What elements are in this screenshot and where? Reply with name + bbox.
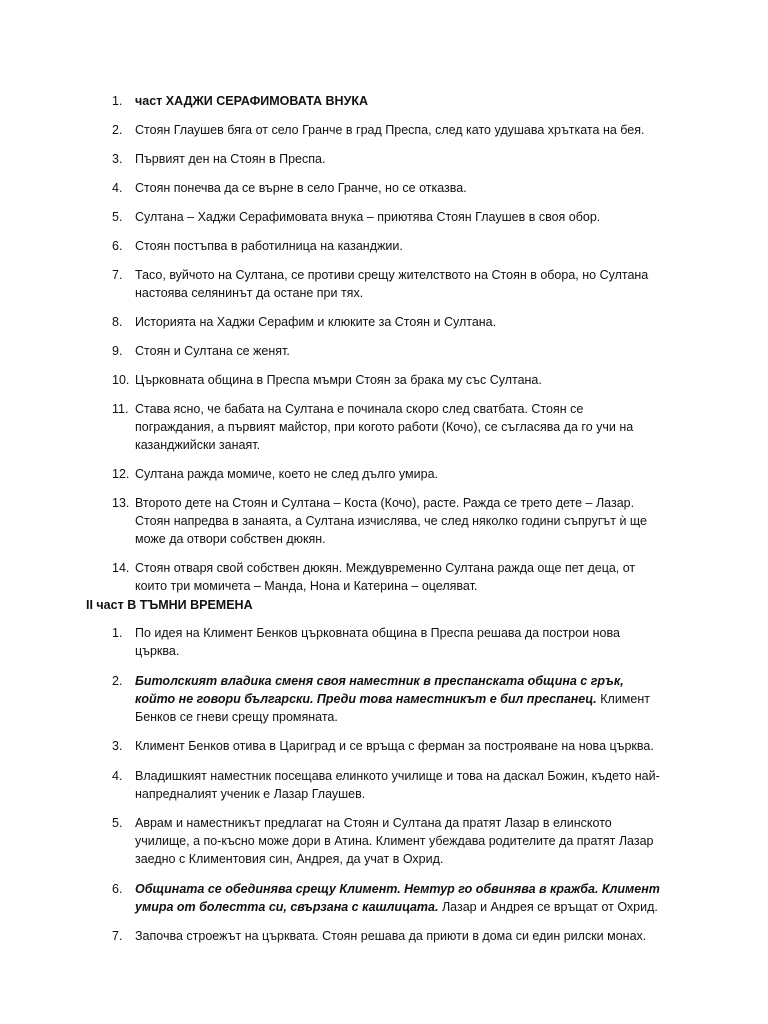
item-number: 5. (112, 210, 123, 224)
item-text: Историята на Хаджи Серафим и клюките за Стоян и Султана. (135, 315, 497, 329)
list-item (0, 400, 665, 454)
part-two-prefix: II част (86, 598, 128, 612)
item-number: 1. (112, 626, 123, 640)
item-number: 11. (112, 402, 129, 416)
item-text: Стоян постъпва в работилница на казанджии. (135, 239, 403, 253)
list-item (0, 121, 665, 139)
item-text: Стоян и Султана се женят. (135, 344, 290, 358)
item-number: 2. (112, 673, 123, 688)
list-item (0, 342, 665, 360)
item-number: 5. (112, 816, 123, 830)
item-number: 4. (112, 181, 123, 195)
list-item (0, 737, 665, 755)
list-item (0, 92, 665, 110)
item-text: Второто дете на Стоян и Султана – Коста (Кочо), расте. Ражда се трето дете – Лазар. Стоян напредва в занаята, а Султана изчислява, че след няколко години съпругът ѝ ще може да отвори собствен дюкян. (135, 496, 647, 546)
list-item (0, 179, 665, 197)
item-number: 6. (112, 881, 123, 896)
item-number: 7. (112, 929, 123, 943)
item-text: Климент Бенков отива в Цариград и се връща с ферман за построяване на нова църква. (135, 739, 654, 753)
list-item (0, 371, 665, 389)
item-text: Владишкият наместник посещава елинкото училище и това на даскал Божин, където най-напредналият ученик е Лазар Глаушев. (135, 768, 660, 801)
item-text: Лазар и Андрея се връщат от Охрид. (438, 899, 658, 914)
list-item (0, 624, 665, 660)
list-item (0, 880, 665, 916)
item-number: 2. (112, 123, 123, 137)
part-two-title: В ТЪМНИ ВРЕМЕНА (127, 598, 253, 612)
item-text: Църковната община в Преспа мъмри Стоян за брака му със Султана. (135, 373, 542, 387)
item-text: Климент Бенков се гневи срещу промяната. (135, 691, 650, 724)
item-text: По идея на Климент Бенков църковната община в Преспа решава да построи нова църква. (135, 626, 620, 658)
item-number: 14. (112, 561, 130, 575)
item-text: Султана ражда момиче, което не след дълго умира. (135, 467, 438, 481)
item-number: 1. (112, 94, 123, 108)
item-number: 9. (112, 344, 123, 358)
item-text: Стоян понечва да се върне в село Гранче, но се отказва. (135, 181, 467, 195)
list-item (0, 237, 665, 255)
item-text: Започва строежът на църквата. Стоян решава да приюти в дома си един рилски монах. (135, 929, 647, 943)
list-item (0, 150, 665, 168)
part-two-list (0, 624, 768, 957)
list-item (0, 767, 665, 803)
item-number: 3. (112, 152, 123, 166)
part-one-list (0, 92, 768, 606)
item-text: Тасо, вуйчото на Султана, се противи срещу жителството на Стоян в обора, но Султана настоява селянинът да остане при тях. (135, 268, 649, 300)
list-item (0, 266, 665, 302)
item-emphasis: Общината се обединява срещу Климент. Немтур го обвинява в кражба. Климент умира от болестта си, свързана с кашлицата. (135, 881, 660, 914)
list-item (0, 672, 665, 726)
part-one-prefix: част (135, 94, 166, 108)
item-number: 12. (112, 467, 130, 481)
item-number: 3. (112, 739, 123, 753)
item-number: 13. (112, 496, 130, 510)
item-number: 10. (112, 373, 130, 387)
item-number: 6. (112, 239, 123, 253)
part-two-heading (86, 596, 253, 614)
list-item (0, 208, 665, 226)
item-text: Стоян отваря свой собствен дюкян. Междувременно Султана ражда още пет деца, от които три момичета – Манда, Нона и Катерина – оцеляват. (135, 561, 636, 593)
list-item (0, 465, 665, 483)
list-item (0, 559, 665, 595)
item-text: Стоян Глаушев бяга от село Гранче в град Преспа, след като удушава хрътката на бея. (135, 123, 645, 137)
item-number: 8. (112, 315, 123, 329)
list-item (0, 313, 665, 331)
item-emphasis: Битолският владика сменя своя наместник в преспанската община с грък, който не говори български. Преди това наместникът е бил преспанец. (135, 673, 624, 706)
item-number: 7. (112, 268, 123, 282)
list-item (0, 494, 665, 548)
item-text: Аврам и наместникът предлагат на Стоян и Султана да пратят Лазар в елинското училище, а по-късно може дори в Атина. Климент убеждава родителите да пратят Лазар заедно с Климентовия син, Андрея, да учат в Охрид. (135, 816, 654, 866)
item-text: Първият ден на Стоян в Преспа. (135, 152, 326, 166)
list-item (0, 814, 665, 868)
item-text: Султана – Хаджи Серафимовата внука – приютява Стоян Глаушев в своя обор. (135, 210, 601, 224)
list-item (0, 927, 665, 945)
item-number: 4. (112, 768, 123, 783)
item-text: Става ясно, че бабата на Султана е починала скоро след сватбата. Стоян се пограждания, а първият майстор, при когото работи (Кочо), се съгласява да го учи на казанджийски занаят. (135, 402, 634, 452)
part-one-title: ХАДЖИ СЕРАФИМОВАТА ВНУКА (165, 94, 369, 108)
